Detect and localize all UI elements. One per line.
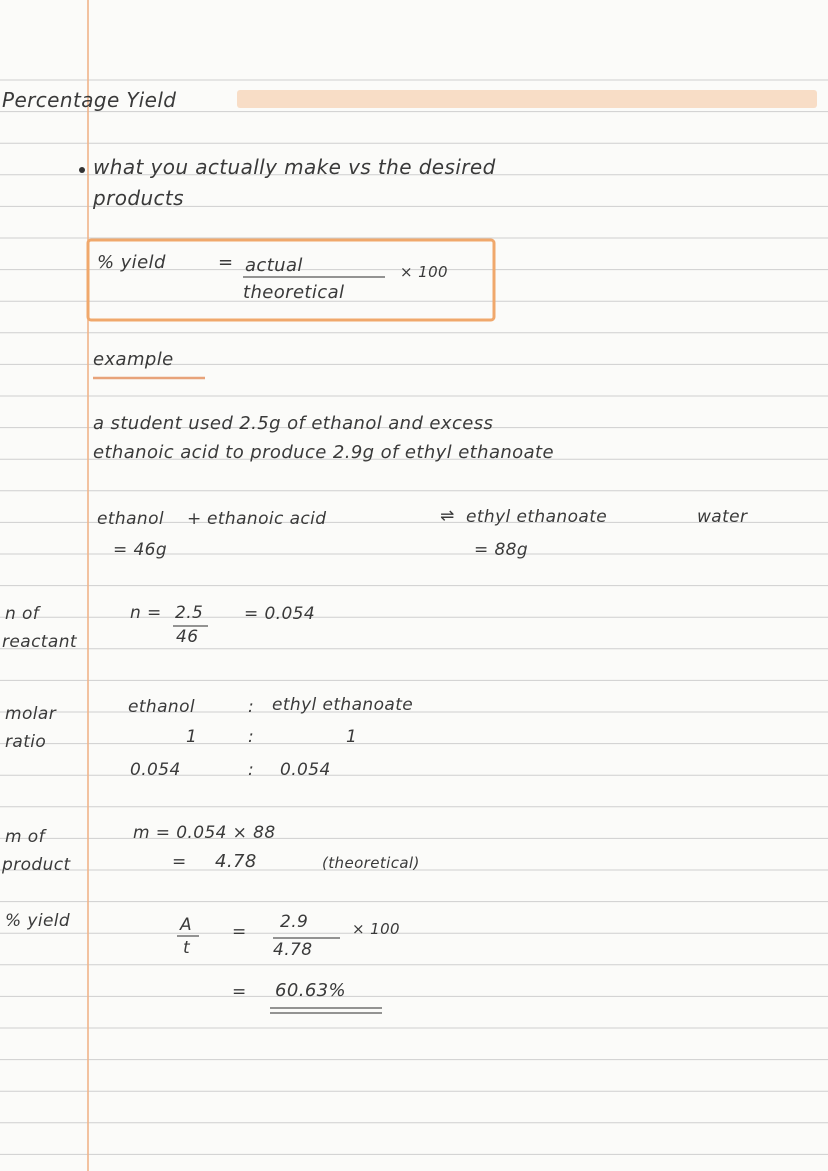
yield-numerator: 2.9	[280, 912, 309, 932]
yield-label: % yield	[5, 911, 71, 931]
m-line-2-eq: =	[172, 852, 187, 872]
problem-line-1: a student used 2.5g of ethanol and excess	[93, 413, 494, 434]
ratio-left-name: ethanol	[128, 697, 196, 717]
n-numerator: 2.5	[175, 603, 204, 623]
formula-denominator: theoretical	[243, 282, 345, 303]
definition-line-1: what you actually make vs the desired	[93, 155, 496, 179]
reactant-2: ethanoic acid	[207, 509, 327, 529]
ratio-right-name: ethyl ethanoate	[272, 695, 414, 715]
product-1: ethyl ethanoate	[466, 507, 608, 527]
formula-equals: =	[218, 252, 234, 273]
n-result: = 0.054	[244, 604, 316, 624]
ratio-colon: :	[248, 697, 255, 717]
formula-lhs: % yield	[97, 252, 166, 273]
formula-multiplier: × 100	[400, 263, 448, 281]
example-heading: example	[93, 349, 174, 370]
yield-equals: =	[232, 922, 247, 942]
ratio-right-value: 0.054	[280, 760, 331, 780]
equilibrium-arrow: ⇌	[440, 506, 455, 526]
product-1-mass: = 88g	[474, 540, 529, 560]
page-title: Percentage Yield	[2, 88, 177, 112]
n-label-line-1: n of	[5, 604, 40, 624]
ratio-label-line-1: molar	[5, 704, 57, 724]
ratio-right-number: 1	[346, 727, 358, 747]
yield-denominator: 4.78	[273, 940, 313, 960]
m-line-2-value: 4.78	[215, 851, 257, 872]
reactant-1-mass: = 46g	[113, 540, 168, 560]
yield-multiplier: × 100	[352, 920, 400, 938]
ratio-left-value: 0.054	[130, 760, 181, 780]
n-lhs: n =	[130, 603, 162, 623]
final-answer: 60.63%	[275, 980, 347, 1001]
definition-line-2: products	[93, 186, 184, 210]
ratio-colon-2: :	[248, 727, 255, 747]
ratio-label-line-2: ratio	[5, 732, 47, 752]
m-line-2-note: (theoretical)	[322, 854, 420, 872]
plus-sign: +	[187, 509, 202, 529]
result-equals: =	[232, 982, 247, 1002]
m-label-line-2: product	[2, 855, 71, 875]
formula-numerator: actual	[245, 255, 303, 276]
bullet-dot	[79, 167, 85, 173]
m-line-1: m = 0.054 × 88	[133, 823, 276, 843]
ratio-colon-3: :	[248, 760, 255, 780]
n-denominator: 46	[176, 627, 199, 647]
product-2: water	[697, 507, 748, 527]
yield-frac-den: t	[183, 938, 191, 958]
n-label-line-2: reactant	[2, 632, 77, 652]
ratio-left-number: 1	[186, 727, 198, 747]
reactant-1: ethanol	[97, 509, 165, 529]
title-highlight	[237, 90, 817, 108]
problem-line-2: ethanoic acid to produce 2.9g of ethyl ethanoate	[93, 442, 554, 463]
m-label-line-1: m of	[5, 827, 45, 847]
yield-frac-num: A	[180, 915, 193, 935]
